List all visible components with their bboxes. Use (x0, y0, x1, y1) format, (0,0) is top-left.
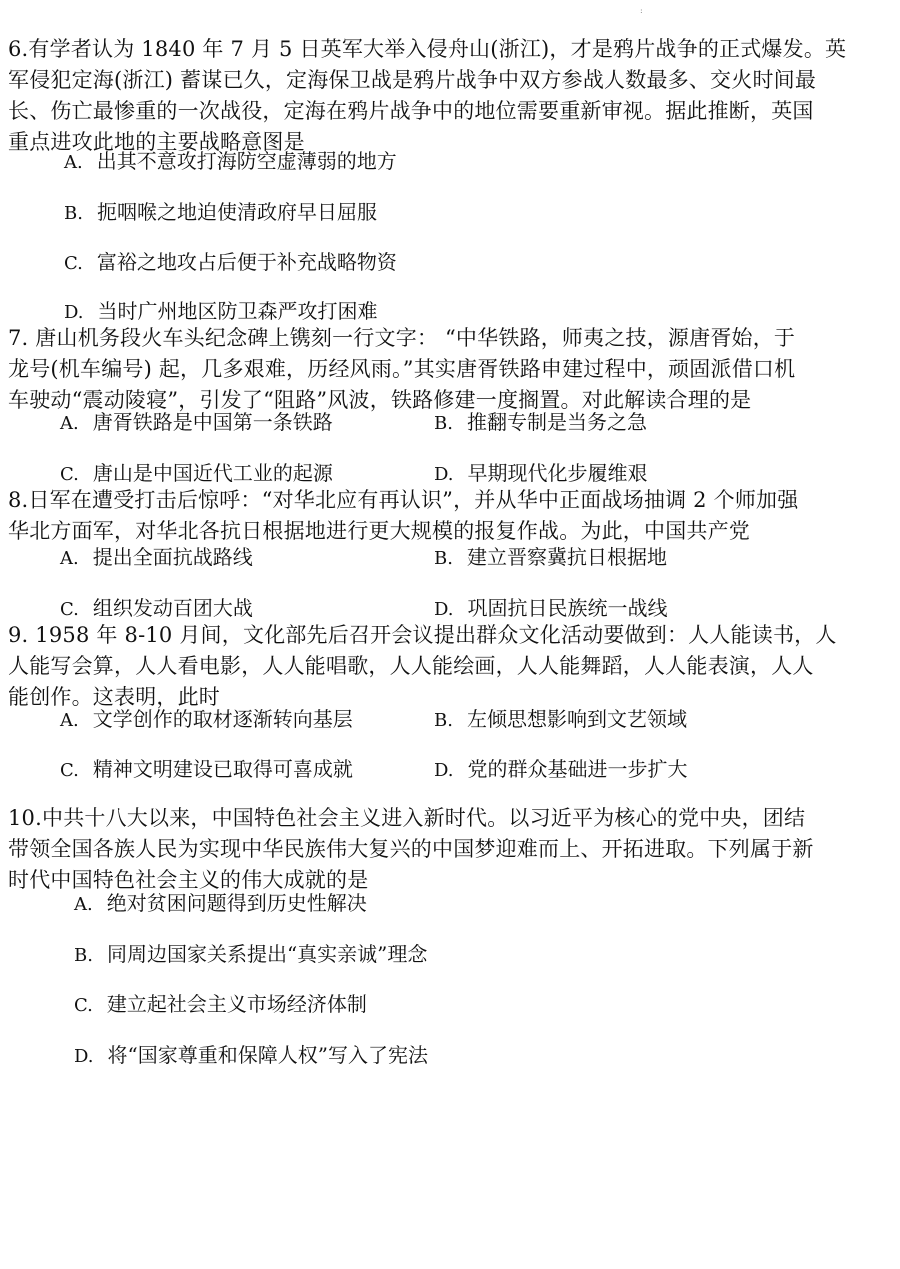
option-text: 同周边国家关系提出“真实亲诚”理念 (106, 942, 428, 966)
page-mark: : (640, 6, 643, 15)
question-stem-line: 10.中共十八大以来，中国特色社会主义进入新时代。以习近平为核心的党中央，团结 (8, 806, 806, 830)
question-8 (8, 485, 888, 547)
option-letter: A. (74, 894, 93, 915)
option-letter: D. (434, 760, 454, 781)
question-stem-line: 能创作。这表明，此时 (8, 685, 220, 709)
option-text: 组织发动百团大战 (92, 596, 253, 620)
option-7a[interactable] (60, 408, 333, 438)
option-letter: C. (64, 253, 83, 274)
option-text: 早期现代化步履维艰 (467, 461, 648, 485)
question-stem-line: 9. 1958 年 8-10 月间，文化部先后召开会议提出群众文化活动要做到：人人能读书，人 (8, 623, 837, 647)
question-stem-line: 车驶动“震动陵寝”，引发了“阻路”风波，铁路修建一度搁置。对此解读合理的是 (8, 388, 752, 412)
option-letter: B. (434, 548, 453, 569)
option-text: 当时广州地区防卫森严攻打困难 (97, 299, 378, 323)
option-letter: D. (64, 302, 84, 323)
option-text: 提出全面抗战路线 (92, 545, 253, 569)
option-letter: A. (60, 710, 79, 731)
option-text: 出其不意攻打海防空虚薄弱的地方 (96, 149, 397, 173)
option-letter: A. (60, 548, 79, 569)
option-6b[interactable] (64, 198, 377, 228)
option-text: 左倾思想影响到文艺领域 (466, 707, 687, 731)
question-stem-line: 人能写会算，人人看电影，人人能唱歌，人人能绘画，人人能舞蹈，人人能表演，人人 (8, 654, 814, 678)
option-letter: B. (74, 945, 93, 966)
question-stem-line: 军侵犯定海(浙江) 蓄谋已久，定海保卫战是鸦片战争中双方参战人数最多、交火时间最 (8, 68, 817, 92)
option-10d[interactable] (74, 1041, 428, 1071)
option-text: 巩固抗日民族统一战线 (467, 596, 668, 620)
question-stem-line: 6.有学者认为 1840 年 7 月 5 日英军大举入侵舟山(浙江)，才是鸦片战争的正式爆发。英 (8, 37, 847, 61)
option-9b[interactable] (434, 705, 687, 735)
question-stem-line: 华北方面军，对华北各抗日根据地进行更大规模的报复作战。为此，中国共产党 (8, 519, 750, 543)
option-text: 文学创作的取材逐渐转向基层 (92, 707, 353, 731)
option-text: 建立起社会主义市场经济体制 (106, 992, 367, 1016)
option-letter: C. (60, 599, 79, 620)
option-text: 推翻专制是当务之急 (466, 410, 647, 434)
option-text: 将“国家尊重和保障人权”写入了宪法 (107, 1043, 428, 1067)
question-stem-line: 重点进攻此地的主要战略意图是 (8, 130, 305, 154)
question-stem-line: 7. 唐山机务段火车头纪念碑上镌刻一行文字： “中华铁路，师夷之技，源唐胥始，于 (8, 326, 796, 350)
question-stem-line: 8.日军在遭受打击后惊呼：“对华北应有再认识”，并从华中正面战场抽调 2 个师加强 (8, 488, 799, 512)
option-6c[interactable] (64, 248, 397, 278)
option-letter: A. (60, 413, 79, 434)
question-7 (8, 323, 888, 416)
option-9a[interactable] (60, 705, 353, 735)
question-stem-line: 龙号(机车编号) 起，几多艰难，历经风雨。”其实唐胥铁路申建过程中，顽固派借口机 (8, 357, 796, 381)
option-text: 富裕之地攻占后便于补充战略物资 (96, 250, 397, 274)
option-letter: C. (60, 760, 79, 781)
option-letter: B. (434, 710, 453, 731)
option-letter: B. (434, 413, 453, 434)
option-text: 精神文明建设已取得可喜成就 (92, 757, 353, 781)
option-letter: D. (434, 599, 454, 620)
option-text: 建立晋察冀抗日根据地 (466, 545, 667, 569)
option-10b[interactable] (74, 940, 427, 970)
option-text: 绝对贫困问题得到历史性解决 (106, 891, 367, 915)
option-text: 唐山是中国近代工业的起源 (92, 461, 333, 485)
option-9d[interactable] (434, 755, 688, 785)
option-letter: C. (60, 464, 79, 485)
option-letter: A. (64, 152, 83, 173)
option-10a[interactable] (74, 889, 367, 919)
question-9 (8, 620, 888, 713)
question-stem-line: 长、伤亡最惨重的一次战役，定海在鸦片战争中的地位需要重新审视。据此推断，英国 (8, 99, 814, 123)
option-8b[interactable] (434, 543, 667, 573)
option-letter: B. (64, 203, 83, 224)
option-6a[interactable] (64, 147, 397, 177)
option-text: 扼咽喉之地迫使清政府早日屈服 (96, 200, 377, 224)
question-stem-line: 时代中国特色社会主义的伟大成就的是 (8, 868, 369, 892)
option-8a[interactable] (60, 543, 253, 573)
option-text: 党的群众基础进一步扩大 (467, 757, 688, 781)
question-6 (8, 34, 888, 158)
question-10 (8, 803, 888, 896)
question-stem-line: 带领全国各族人民为实现中华民族伟大复兴的中国梦迎难而上、开拓进取。下列属于新 (8, 837, 814, 861)
option-7b[interactable] (434, 408, 647, 438)
option-9c[interactable] (60, 755, 353, 785)
option-letter: D. (434, 464, 454, 485)
option-letter: C. (74, 995, 93, 1016)
option-text: 唐胥铁路是中国第一条铁路 (92, 410, 333, 434)
option-10c[interactable] (74, 990, 367, 1020)
option-letter: D. (74, 1046, 94, 1067)
